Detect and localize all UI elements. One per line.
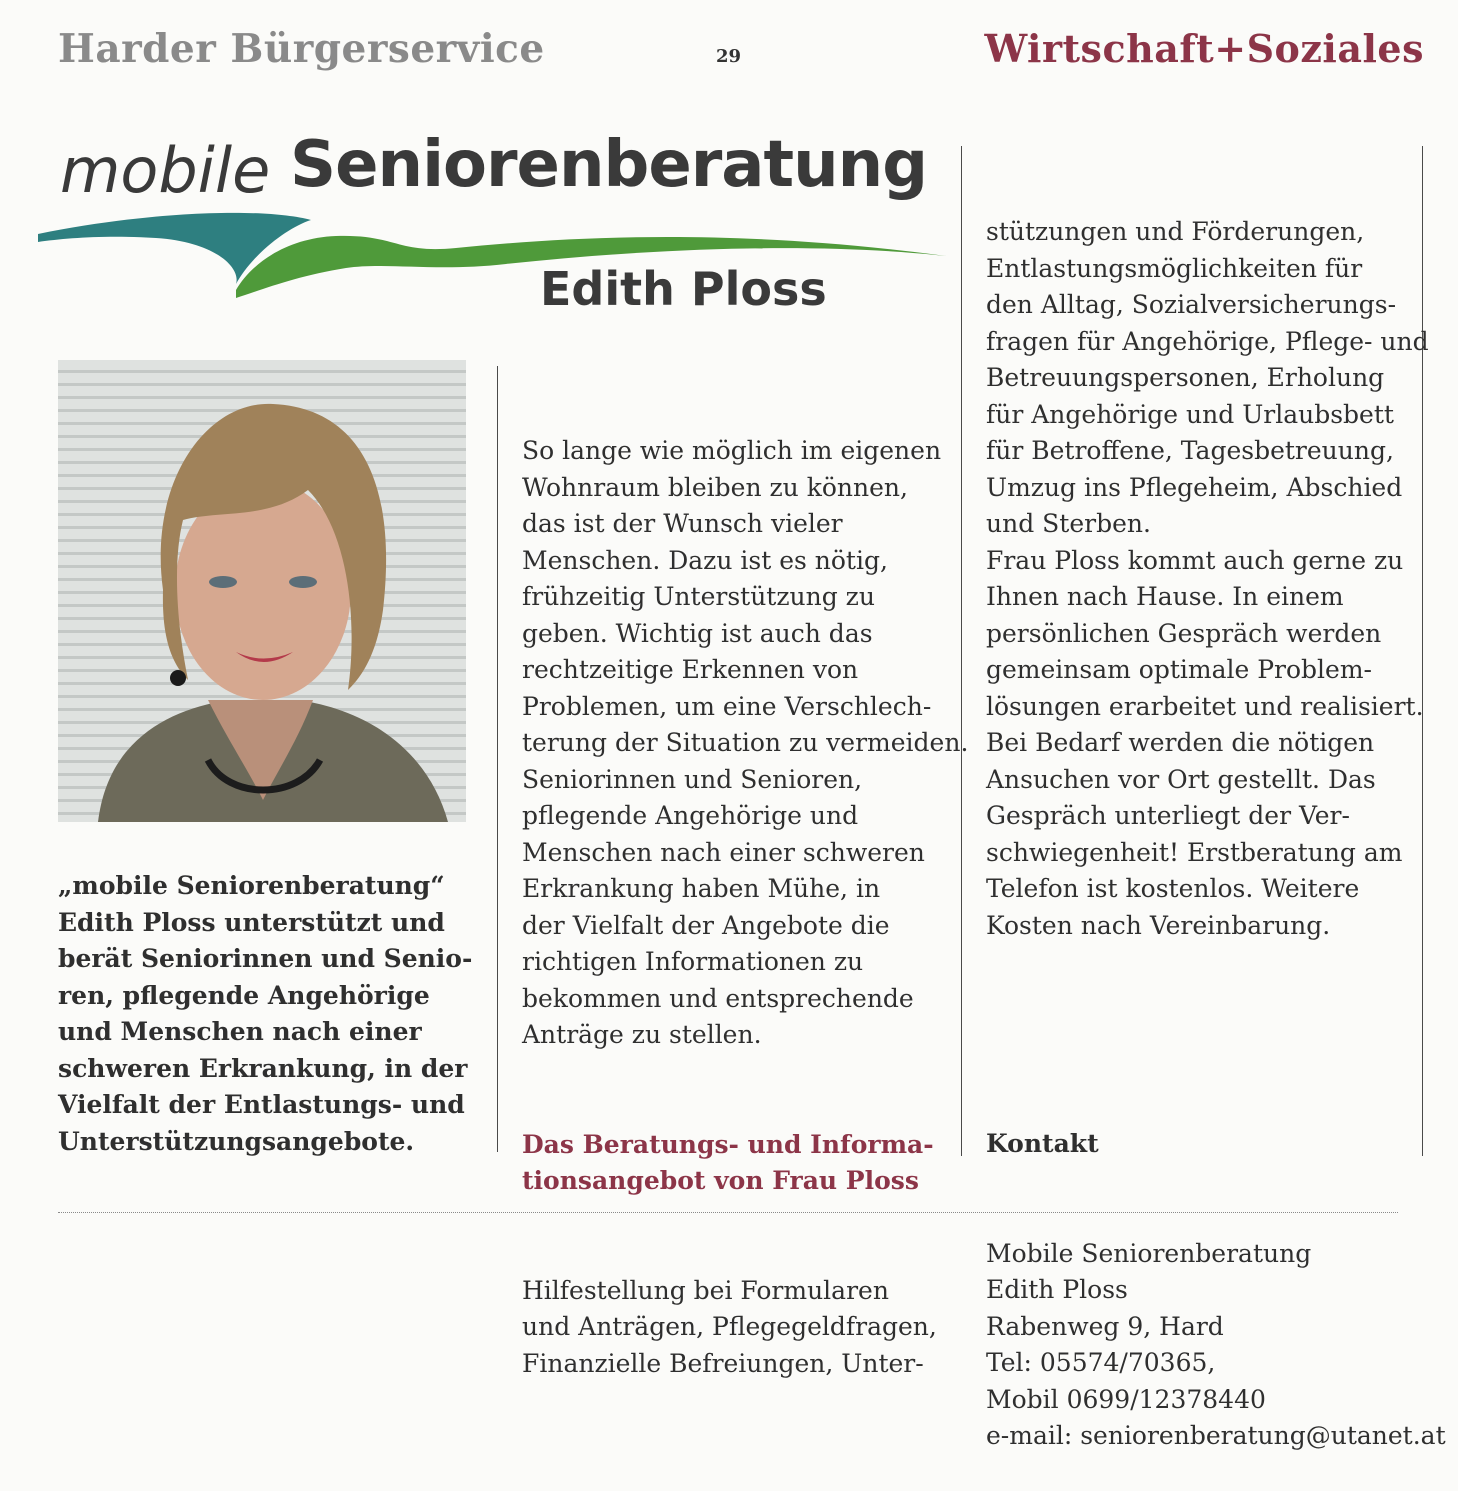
photo-caption: „mobile Seniorenberatung“ Edith Ploss unterstützt und berät Seniorinnen und Senio- ren, pflegende Angehörige und Menschen nach einer schweren Erkrankung, in der Vielfalt der Entlastungs- und Unterstützungsangebote. — [58, 871, 473, 1156]
article-column-right — [986, 141, 1446, 1491]
article-column-middle — [522, 360, 968, 1419]
contact-heading: Kontakt — [986, 1129, 1099, 1158]
title-mobile: mobile — [60, 134, 271, 207]
portrait-photo — [58, 360, 466, 822]
article-intro: So lange wie möglich im eigenen Wohnraum bleiben zu können, das ist der Wunsch vieler Menschen. Dazu ist es nötig, frühzeitig Unterstützung zu geben. Wichtig ist auch das rechtzeitige Erkennen von Problemen, um eine Verschlech- terung der Situation zu vermeiden. Seniorinnen und Senioren, pflegende Angehörige und Menschen nach einer schweren Erkrankung haben Mühe, in der Vielfalt der Angebote die richtigen Informationen zu bekommen und entsprechende Anträge zu stellen. — [522, 436, 969, 1049]
bottom-rule — [58, 1212, 1398, 1213]
column-divider-left — [497, 366, 498, 1152]
offer-text-continued: stützungen und Förderungen, Entlastungsmöglichkeiten für den Alltag, Sozialversicherungs- fragen für Angehörige, Pflege- und Betreuungspersonen, Erholung für Angehörige und Urlaubsbett für Betroffene, Tagesbetreuung, Umzug ins Pflegeheim, Abschied und Sterben. Frau Ploss kommt auch gerne zu Ihnen nach Hause. In einem persönlichen Gespräch werden gemeinsam optimale Problem- lösungen erarbeitet und realisiert. Bei Bedarf werden die nötigen Ansuchen vor Ort gestellt. Das Gespräch unterliegt der Ver- schwiegenheit! Erstberatung am Telefon ist kostenlos. Weitere Kosten nach Vereinbarung. — [986, 217, 1429, 940]
subtitle-name: Edith Ploss — [540, 262, 827, 316]
offer-heading: Das Beratungs- und Informa- tionsangebot von Frau Ploss — [522, 1129, 934, 1195]
page-number: 29 — [716, 46, 742, 67]
contact-details: Mobile Seniorenberatung Edith Ploss Rabenweg 9, Hard Tel: 05574/70365, Mobil 0699/12378440 e-mail: seniorenberatung@utanet.at — [986, 1238, 1446, 1450]
title-main: Seniorenberatung — [290, 128, 927, 202]
section-title: Harder Bürgerservice — [58, 26, 545, 72]
category-title: Wirtschaft+Soziales — [984, 26, 1424, 71]
offer-text: Hilfestellung bei Formularen und Anträgen, Pflegegeldfragen, Finanzielle Befreiungen, Unter- — [522, 1275, 937, 1378]
